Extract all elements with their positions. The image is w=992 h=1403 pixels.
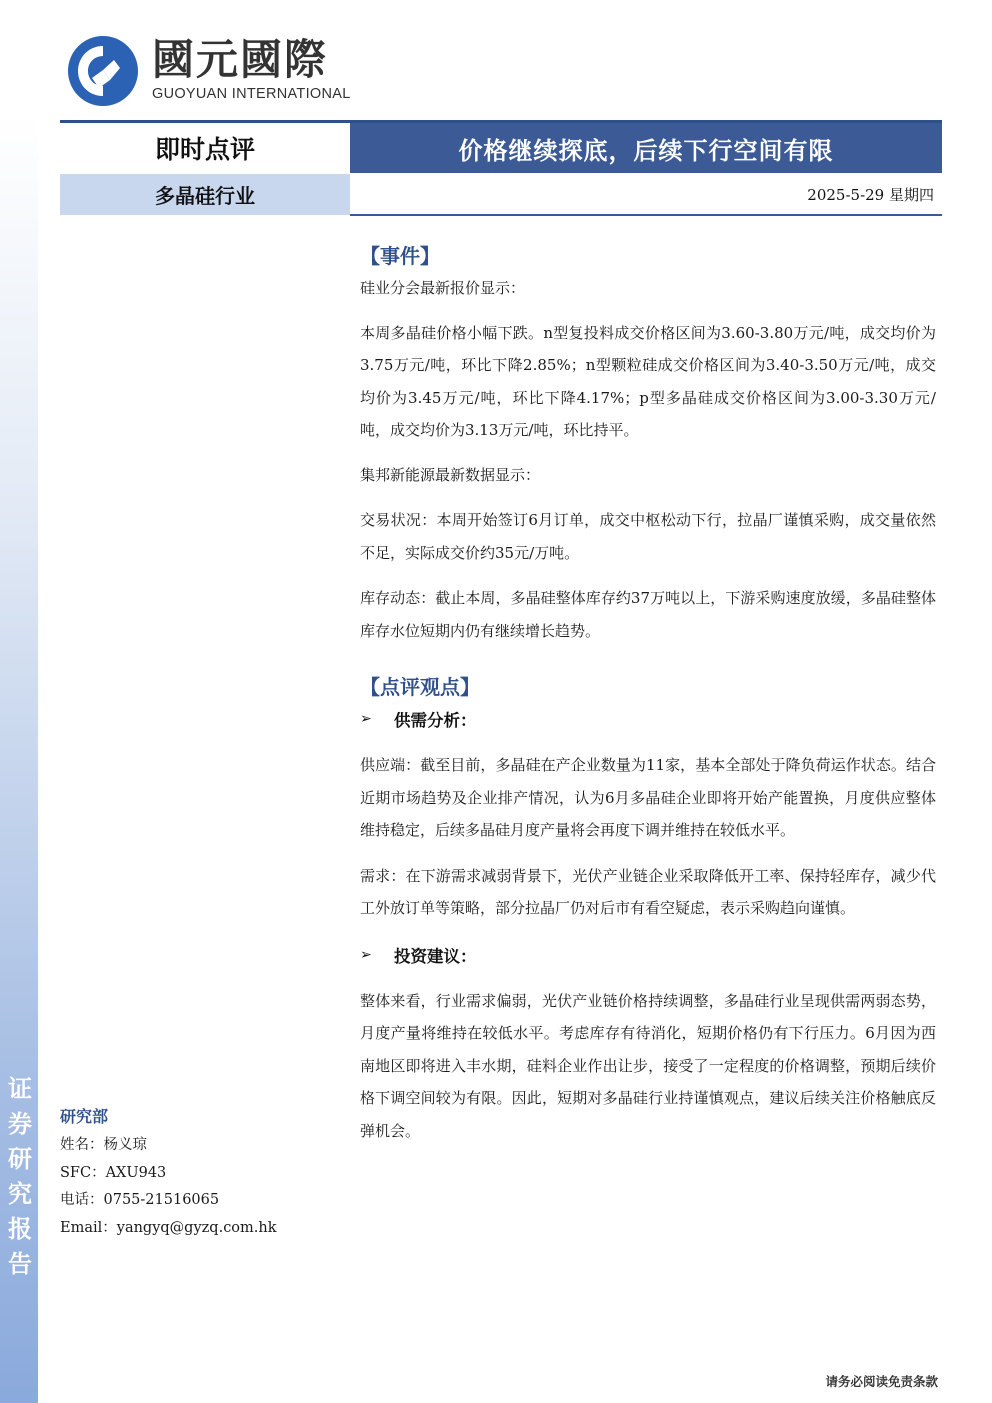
report-category: 即时点评 [154,135,255,164]
department: 研究部 [60,1107,109,1126]
section-title-event: 【事件】 [360,244,440,268]
analyst-name: 姓名：杨义琼 [60,1137,147,1153]
logo [66,32,351,110]
paragraph: 交易状况：本周开始签订6月订单，成交中枢松动下行，拉晶厂谨慎采购，成交量依然不足，实际成交价约35元/万吨。 [360,511,936,562]
side-label [6,1072,34,1282]
paragraph: 需求：在下游需求减弱背景下，光伏产业链企业采取降低开工率、保持轻库存，减少代工外放订单等策略，部分拉晶厂仍对后市有看空疑虑，表示采购趋向谨慎。 [360,866,936,917]
side-char: 证 [8,1075,32,1103]
bullet-label: 投资建议： [394,946,477,966]
section-title-comment: 【点评观点】 [360,675,480,699]
report-headline: 价格继续探底，后续下行空间有限 [350,123,942,173]
arrow-right-icon: ➢ [360,946,372,963]
analyst-phone: 电话：0755-21516065 [60,1192,220,1208]
side-char: 研 [8,1145,32,1173]
paragraph: 硅业分会最新报价显示： [360,279,526,297]
paragraph: 整体来看，行业需求偏弱，光伏产业链价格持续调整，多晶硅行业呈现供需两弱态势，月度产量将维持在较低水平。考虑库存有待消化，短期价格仍有下行压力。6月因为西南地区即将进入丰水期，硅料企业作出让步，接受了一定程度的价格调整，预期后续价格下调空间较为有限。因此，短期对多晶硅行业持谨慎观点，建议后续关注价格触底反弹机会。 [360,991,936,1140]
paragraph: 库存动态：截止本周，多晶硅整体库存约37万吨以上，下游采购速度放缓，多晶硅整体库存水位短期内仍有继续增长趋势。 [360,589,936,640]
arrow-right-icon: ➢ [360,711,372,727]
header-bottom-rule [350,214,942,216]
side-char: 告 [8,1250,32,1278]
analyst-sfc: SFC：AXU943 [60,1164,167,1181]
disclaimer-link[interactable]: 请务必阅读免责条款 [825,1374,938,1389]
analyst-email[interactable]: Email：yangyq@gyzq.com.hk [60,1219,277,1236]
industry-label: 多晶硅行业 [60,174,350,215]
guoyuan-logo-icon [66,34,140,108]
bullet-label: 供需分析： [394,711,477,730]
paragraph: 本周多晶硅价格小幅下跌。n型复投料成交价格区间为3.60-3.80万元/吨，成交均价为3.75万元/吨，环比下降2.85%；n型颗粒硅成交价格区间为3.40-3.50万元/吨，成交均价为3.45万元/吨，环比下降4.17%；p型多晶硅成交价格区间为3.00-3.30万元/吨，成交均价为3.13万元/吨，环比持平。 [360,323,936,439]
logo-name-cn: 國元國際 [152,35,329,84]
side-char: 报 [8,1215,32,1243]
side-char: 券 [8,1110,32,1138]
logo-name-en: GUOYUAN INTERNATIONAL [152,86,351,102]
bullet-supply-demand [360,703,936,735]
main-content [360,240,936,1147]
paragraph: 集邦新能源最新数据显示： [360,465,541,484]
analyst-contact [60,1102,320,1242]
bullet-investment [360,939,936,971]
side-char: 究 [8,1180,32,1208]
report-date: 2025-5-29 星期四 [807,186,934,204]
paragraph: 供应端：截至目前，多晶硅在产企业数量为11家，基本全部处于降负荷运作状态。结合近期市场趋势及企业排产情况，认为6月多晶硅企业即将开始产能置换，月度供应整体维持稳定，后续多晶硅月度产量将会再度下调并维持在较低水平。 [360,756,936,839]
